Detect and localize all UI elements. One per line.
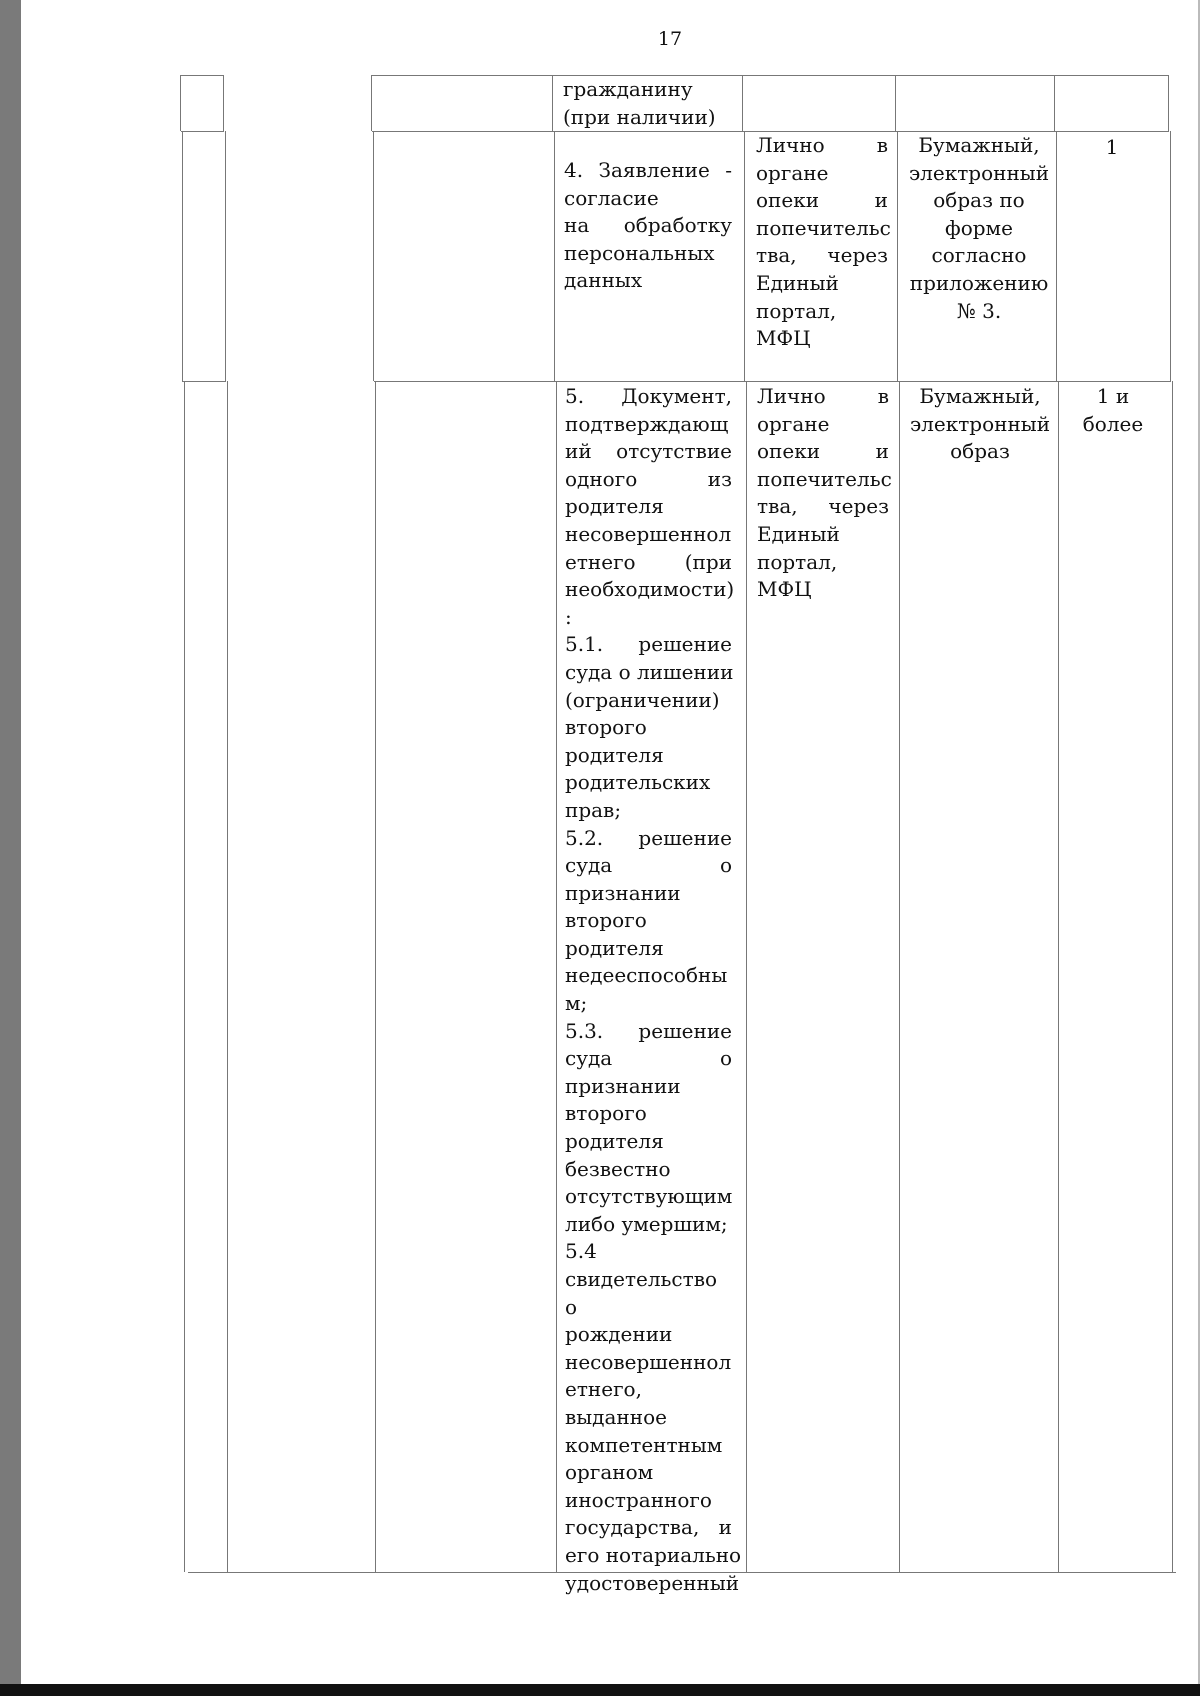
- cell-line: портал,: [757, 549, 838, 574]
- cell-line: 4. Заявление -: [564, 158, 732, 182]
- cell-line: 5.2. решение: [565, 825, 732, 850]
- table-vertical-rule: [746, 381, 747, 1572]
- document-cell: [565, 383, 742, 1597]
- cell-line: органом: [565, 1460, 654, 1485]
- cell-line: на обработку: [564, 213, 732, 238]
- table-vertical-rule: [895, 75, 896, 131]
- cell-line: органе: [757, 411, 830, 436]
- cell-line: МФЦ: [757, 577, 812, 602]
- cell-line: либо умершим;: [565, 1211, 728, 1236]
- cell-line: опеки и: [757, 439, 889, 464]
- cell-line: Единый: [756, 270, 839, 295]
- form-cell: [906, 383, 1054, 466]
- cell-line: подтверждающ: [565, 411, 729, 436]
- cell-line: второго: [565, 1101, 647, 1126]
- cell-line: безвестно: [565, 1156, 671, 1181]
- table-vertical-rule: [552, 75, 553, 131]
- table-vertical-rule: [744, 131, 745, 381]
- cell-line: несовершеннол: [565, 1349, 732, 1374]
- table-vertical-rule: [1170, 131, 1171, 381]
- cell-line: родителя: [565, 1129, 664, 1154]
- cell-line: приложению: [909, 270, 1049, 295]
- cell-line: родителя: [565, 494, 664, 519]
- cell-line: ий отсутствие: [565, 439, 732, 464]
- cell-line: МФЦ: [756, 326, 811, 351]
- cell-line: форме: [945, 215, 1013, 240]
- cell-line: необходимости): [565, 577, 735, 602]
- method-cell: [756, 132, 891, 353]
- table-vertical-rule: [1168, 75, 1169, 131]
- cell-line: второго: [565, 715, 647, 740]
- cell-line: компетентным: [565, 1432, 723, 1457]
- cell-line: образ по: [933, 188, 1025, 213]
- table-horizontal-rule: [182, 381, 226, 382]
- table-vertical-rule: [742, 75, 743, 131]
- cell-line: Бумажный,: [919, 384, 1041, 408]
- quantity-cell: 1: [1105, 135, 1119, 159]
- cell-line: Единый: [757, 521, 840, 546]
- cell-line: суда о: [565, 1046, 732, 1071]
- cell-line: прав;: [565, 797, 622, 822]
- cell-line: опеки и: [756, 188, 888, 213]
- table-vertical-rule: [184, 381, 185, 1572]
- table-vertical-rule: [554, 131, 555, 381]
- cell-line: свидетельство о: [565, 1267, 718, 1319]
- cell-line: попечительс: [757, 466, 892, 491]
- cell-line: согласно: [931, 243, 1027, 268]
- table-horizontal-rule: [181, 131, 224, 132]
- cell-line: согласие: [564, 185, 659, 210]
- cell-line: тва, через: [757, 494, 889, 519]
- cell-line: признании: [565, 880, 681, 905]
- table-vertical-rule: [1056, 131, 1057, 381]
- document-cell: [564, 157, 732, 295]
- cell-line: суда о лишении: [565, 659, 734, 684]
- cell-line: отсутствующим: [565, 1184, 733, 1209]
- cell-line: государства, и: [565, 1515, 732, 1540]
- table-vertical-rule: [373, 131, 374, 381]
- cell-line: гражданину: [563, 77, 693, 101]
- table-horizontal-rule: [374, 381, 1171, 382]
- table-horizontal-rule: [180, 75, 224, 76]
- cell-line: выданное: [565, 1404, 667, 1429]
- cell-line: Бумажный,: [918, 133, 1040, 157]
- table-vertical-rule: [227, 381, 228, 1572]
- cell-line: его нотариально: [565, 1542, 742, 1567]
- cell-line: органе: [756, 160, 829, 185]
- cell-line: недееспособны: [565, 963, 728, 988]
- table-vertical-rule: [371, 75, 372, 131]
- cell-line: родителя: [565, 742, 664, 767]
- cell-line: попечительс: [756, 215, 891, 240]
- cell-line: портал,: [756, 298, 837, 323]
- method-cell: [757, 383, 892, 604]
- cell-line: (ограничении): [565, 687, 720, 712]
- cell-line: 5.1. решение: [565, 632, 732, 657]
- cell-line: родительских: [565, 770, 711, 795]
- table-vertical-rule: [223, 75, 224, 131]
- scan-bottom-edge: [0, 1684, 1200, 1696]
- table-vertical-rule: [182, 131, 183, 381]
- cell-line: образ: [950, 439, 1010, 464]
- table-horizontal-rule: [371, 75, 1168, 76]
- cell-line: родителя: [565, 935, 664, 960]
- cell-line: несовершеннол: [565, 521, 732, 546]
- cell-line: одного из: [565, 466, 732, 491]
- quantity-cell: 1 и более: [1082, 384, 1144, 436]
- cell-line: м;: [565, 991, 588, 1016]
- table-vertical-rule: [225, 131, 226, 381]
- cell-line: рождении: [565, 1322, 673, 1347]
- cell-line: данных: [564, 268, 643, 293]
- cell-line: етнего (при: [565, 549, 732, 574]
- cell-line: персональных: [564, 240, 715, 265]
- cell-line: электронный: [908, 160, 1050, 185]
- cell-line: электронный: [909, 411, 1051, 436]
- scan-left-edge: [0, 0, 21, 1696]
- cell-line: Лично в: [757, 384, 889, 408]
- cell-line: признании: [565, 1073, 681, 1098]
- cell-line: тва, через: [756, 243, 888, 268]
- cell-line: (при наличии): [563, 104, 716, 129]
- cell-line: :: [565, 604, 572, 629]
- cell-line: № 3.: [956, 298, 1002, 323]
- table-vertical-rule: [375, 381, 376, 1572]
- document-cell: [563, 76, 738, 131]
- table-vertical-rule: [897, 131, 898, 381]
- table-vertical-rule: [180, 75, 181, 131]
- cell-line: етнего,: [565, 1377, 642, 1402]
- cell-line: иностранного: [565, 1487, 712, 1512]
- table-vertical-rule: [899, 381, 900, 1572]
- cell-line: 5.4: [565, 1239, 597, 1264]
- cell-line: Лично в: [756, 133, 888, 157]
- table-vertical-rule: [1054, 75, 1055, 131]
- form-cell: [905, 132, 1053, 325]
- cell-line: суда о: [565, 853, 732, 878]
- cell-line: 5. Документ,: [565, 384, 732, 408]
- cell-line: удостоверенный: [565, 1570, 740, 1595]
- cell-line: второго: [565, 908, 647, 933]
- table-vertical-rule: [556, 381, 557, 1572]
- table-vertical-rule: [1172, 381, 1173, 1572]
- page-number: 17: [657, 28, 683, 50]
- table-vertical-rule: [1058, 381, 1059, 1572]
- cell-line: 5.3. решение: [565, 1018, 732, 1043]
